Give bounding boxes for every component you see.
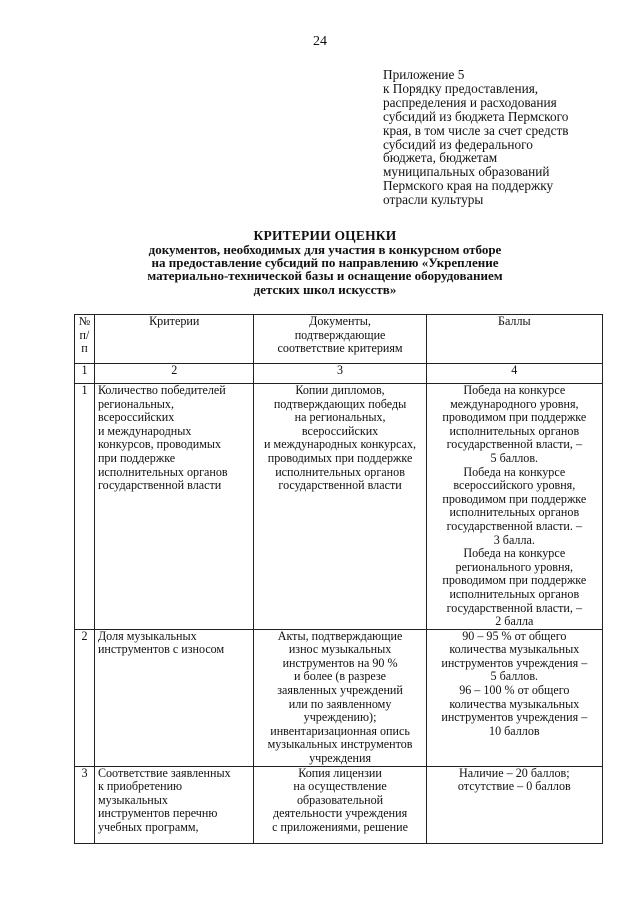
header-points: Баллы	[426, 315, 602, 364]
column-number: 1	[75, 364, 95, 384]
table-row	[75, 629, 603, 766]
column-number: 2	[94, 364, 254, 384]
appendix-note: Приложение 5 к Порядку предоставления, распределения и расходования субсидий из бюджета Пермского края, в том числе за счет средств субсидий из федерального бюджета, бюджетам муниципальных образований Пермского края на поддержку отрасли культуры	[383, 67, 569, 208]
documents-cell: Копия лицензии на осуществление образовательной деятельности учреждения с приложениями, решение	[254, 766, 426, 843]
document-title: КРИТЕРИИ ОЦЕНКИ	[253, 228, 397, 243]
criteria-cell: Количество победителей региональных, всероссийских и международных конкурсов, проводимых при поддержке исполнительных органов государственной власти	[94, 384, 254, 630]
column-number-row	[75, 364, 603, 384]
documents-cell: Копии дипломов, подтверждающих победы на региональных, всероссийских и международных конкурсах, проводимых при поддержке исполнительных органов государственной власти	[254, 384, 426, 630]
points-cell: 90 – 95 % от общего количества музыкальных инструментов учреждения – 5 баллов. 96 – 100 % от общего количества музыкальных инструментов учреждения – 10 баллов	[426, 629, 602, 766]
header-documents: Документы, подтверждающие соответствие критериям	[254, 315, 426, 364]
table-header-row	[75, 315, 603, 364]
column-number: 3	[254, 364, 426, 384]
title-block	[90, 228, 560, 296]
column-number: 4	[426, 364, 602, 384]
header-criteria: Критерии	[94, 315, 254, 364]
header-num: № п/п	[75, 315, 95, 364]
page-number: 24	[313, 34, 327, 49]
row-number: 2	[75, 629, 95, 766]
criteria-cell: Доля музыкальных инструментов с износом	[94, 629, 254, 766]
row-number: 1	[75, 384, 95, 630]
documents-cell: Акты, подтверждающие износ музыкальных инструментов на 90 % и более (в разрезе заявленных учреждений или по заявленному учреждению); инвентаризационная опись музыкальных инструментов учреждения	[254, 629, 426, 766]
points-cell: Победа на конкурсе международного уровня, проводимом при поддержке исполнительных органов государственной власти, – 5 баллов. Победа на конкурсе всероссийского уровня, проводимом при поддержке исполнительных органов государственной власти. – 3 балла. Победа на конкурсе регионального уровня, проводимом при поддержке исполнительных органов государственной власти, – 2 балла	[426, 384, 602, 630]
table-row	[75, 384, 603, 630]
document-subtitle: документов, необходимых для участия в конкурсном отборе на предоставление субсидий по направлению «Укрепление материально-технической базы и оснащение оборудованием детских школ искусств»	[147, 242, 503, 297]
criteria-table	[74, 314, 603, 844]
points-cell: Наличие – 20 баллов; отсутствие – 0 баллов	[426, 766, 602, 843]
criteria-cell: Соответствие заявленных к приобретению музыкальных инструментов перечню учебных программ,	[94, 766, 254, 843]
row-number: 3	[75, 766, 95, 843]
table-row	[75, 766, 603, 843]
